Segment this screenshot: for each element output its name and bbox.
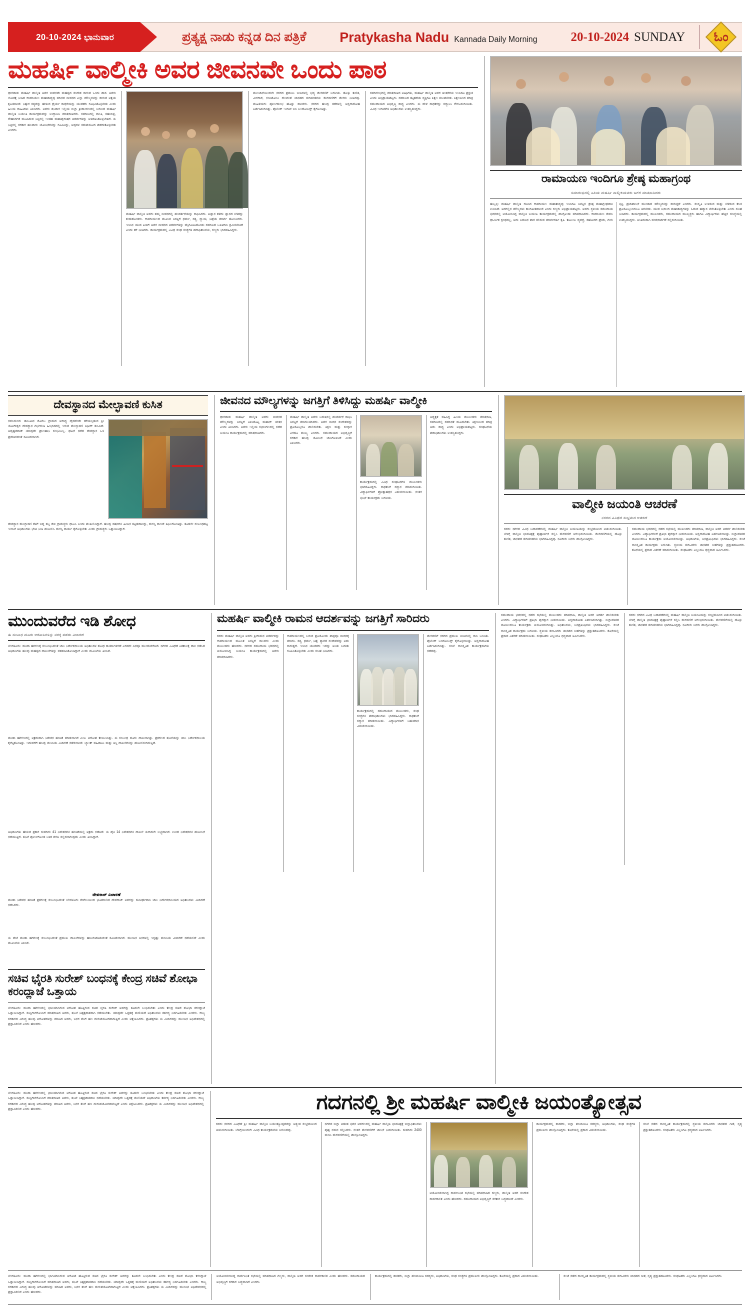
- ideal-col-2: [283, 634, 349, 872]
- photo-figure: [526, 127, 560, 165]
- lead-headline: ಮಹರ್ಷಿ ವಾಲ್ಮೀಕಿ ಅವರ ಜೀವನವೇ ಒಂದು ಪಾಠ: [8, 56, 387, 84]
- masthead: [8, 22, 742, 52]
- ideal-section: [211, 613, 489, 1084]
- masthead-date-block: [571, 30, 685, 45]
- ed-section: [8, 613, 205, 1084]
- ramayana-rule-bottom: [490, 198, 742, 199]
- photo-region: [431, 1123, 528, 1150]
- final-strip-col-1: ಬೆಂಗಳೂರು: ಮುಡಾ ಹಗರಣದಲ್ಲಿ ಭಾಗಿಯಾಗಿರುವ ಆರೋಪ ಹೊತ್ತಿರುವ ಸಚಿವ ಭೈರತಿ ಸುರೇಶ್ ಅವರನ್ನು ಕೂಡಲೇ ಬಂಧಿಸಬೇಕು ಎಂದು ಕೇಂದ್ರ ಸಚಿವೆ ಶೋಭಾ ಕರಂದ್ಲಾಜೆ ಒತ್ತಾಯಿಸಿದ್ದಾರೆ. ಸುದ್ದಿಗಾರರೊಂದಿಗೆ ಮಾತನಾಡಿದ ಅವರು, ತನಿಖೆ ನಿಷ್ಪಕ್ಷಪಾತವಾಗಿ ನಡೆಯಬೇಕು. ಯಾವುದೇ ಒತ್ತಡಕ್ಕೆ ಮಣಿಯದೆ ಅಧಿಕಾರಿಗಳು ಕರ್ತವ್ಯ ನಿರ್ವಹಿಸಬೇಕು ಎಂದರು. ರಾಜ್ಯ ಸರಕಾರದ ವಿರುದ್ಧ ಹಲವು ಆರೋಪಗಳನ್ನು ಮಾಡಿದ ಅವರು, ಜನರ ತೆರಿಗೆ ಹಣ ದುರುಪಯೋಗವಾಗುತ್ತಿದೆ ಎಂದು ಆಕ್ಷೇಪಿಸಿದರು. ಪ್ರತಿಪಕ್ಷಗಳು ಈ ವಿಚಾರವನ್ನು ಮುಂದಿನ ಅಧಿವೇಶನದಲ್ಲಿ ಪ್ರಸ್ತಾಪಿಸಲಿವೆ ಎಂದು ಹೇಳಿದರು.: [8, 1274, 207, 1295]
- ideal-columns: [217, 634, 489, 872]
- final-strip-col-3: ಕಾರ್ಯಕ್ರಮದಲ್ಲಿ ಶಾಸಕರು, ಜಿಲ್ಲಾ ಪಂಚಾಯಿತಿ ಸದಸ್ಯರು, ಅಧಿಕಾರಿಗಳು, ಸಂಘ ಸಂಸ್ಥೆಗಳ ಪ್ರಮುಖರು ಪಾಲ್ಗೊಂಡಿದ್ದರು. ಕೊನೆಯಲ್ಲಿ ಪ್ರಸಾದ ವಿತರಿಸಲಾಯಿತು.: [370, 1274, 553, 1300]
- minister-body-cont: ಬೆಂಗಳೂರು: ಮುಡಾ ಹಗರಣದಲ್ಲಿ ಭಾಗಿಯಾಗಿರುವ ಆರೋಪ ಹೊತ್ತಿರುವ ಸಚಿವ ಭೈರತಿ ಸುರೇಶ್ ಅವರನ್ನು ಕೂಡಲೇ ಬಂಧಿಸಬೇಕು ಎಂದು ಕೇಂದ್ರ ಸಚಿವೆ ಶೋಭಾ ಕರಂದ್ಲಾಜೆ ಒತ್ತಾಯಿಸಿದ್ದಾರೆ. ಸುದ್ದಿಗಾರರೊಂದಿಗೆ ಮಾತನಾಡಿದ ಅವರು, ತನಿಖೆ ನಿಷ್ಪಕ್ಷಪಾತವಾಗಿ ನಡೆಯಬೇಕು. ಯಾವುದೇ ಒತ್ತಡಕ್ಕೆ ಮಣಿಯದೆ ಅಧಿಕಾರಿಗಳು ಕರ್ತವ್ಯ ನಿರ್ವಹಿಸಬೇಕು ಎಂದರು. ರಾಜ್ಯ ಸರಕಾರದ ವಿರುದ್ಧ ಹಲವು ಆರೋಪಗಳನ್ನು ಮಾಡಿದ ಅವರು, ಜನರ ತೆರಿಗೆ ಹಣ ದುರುಪಯೋಗವಾಗುತ್ತಿದೆ ಎಂದು ಆಕ್ಷೇಪಿಸಿದರು. ಪ್ರತಿಪಕ್ಷಗಳು ಈ ವಿಚಾರವನ್ನು ಮುಂದಿನ ಅಧಿವೇಶನದಲ್ಲಿ ಪ್ರಸ್ತಾಪಿಸಲಿವೆ ಎಂದು ಹೇಳಿದರು.: [8, 1091, 204, 1111]
- values-col-4: [426, 415, 492, 590]
- jayanti-stage-photo: [504, 395, 745, 490]
- gadag-col-2-text: ನಗರದ ಜಿಲ್ಲಾ ಆಡಳಿತ ಭವನ ಆವರಣದಲ್ಲಿ ಮಹರ್ಷಿ ವಾಲ್ಮೀಕಿ ಭಾವಚಿತ್ರಕ್ಕೆ ಜಿಲ್ಲಾಧಿಕಾರಿಗಳು ಪುಷ್ಪ ನಮನ ಸಲ್ಲಿಸಿದರು. ನಂತರ ಮೆರವಣಿಗೆಗೆ ಚಾಲನೆ ನೀಡಲಾಯಿತು. ಸುಮಾರು 2400 ಮಂದಿ ಮೆರವಣಿಗೆಯಲ್ಲಿ ಪಾಲ್ಗೊಂಡಿದ್ದರು.: [324, 1122, 422, 1137]
- lead-col-3: [248, 91, 360, 366]
- jayanti-section: [498, 395, 745, 605]
- temple-section: [8, 395, 208, 605]
- gadag-col-4-text: ಕಾರ್ಯಕ್ರಮದಲ್ಲಿ ಶಾಸಕರು, ಜಿಲ್ಲಾ ಪಂಚಾಯಿತಿ ಸದಸ್ಯರು, ಅಧಿಕಾರಿಗಳು, ಸಂಘ ಸಂಸ್ಥೆಗಳ ಪ್ರಮುಖರು ಪಾಲ್ಗೊಂಡಿದ್ದರು. ಕೊನೆಯಲ್ಲಿ ಪ್ರಸಾದ ವಿತರಿಸಲಾಯಿತು.: [536, 1122, 636, 1132]
- masthead-divider: [699, 25, 700, 49]
- values-col-4-text: ಅಧ್ಯಕ್ಷತೆ ವಹಿಸಿದ್ದ ಹಿರಿಯ ಮುಖಂಡರು ಮಾತನಾಡಿ, ಸಮಾಜದಲ್ಲಿ ಸಮಾನತೆ ಮೂಡಬೇಕು. ಶಿಕ್ಷಣದಿಂದ ಮಾತ್ರ ಅದು ಸಾಧ್ಯ ಎಂದು ಅಭಿಪ್ರಾಯಪಟ್ಟರು. ಸಂಘಟನೆಯ ಪದಾಧಿಕಾರಿಗಳು ಉಪಸ್ಥಿತರಿದ್ದರು.: [430, 414, 492, 435]
- valmiki-jayanti-meeting-photo: [360, 415, 422, 477]
- minister-continued-section: [8, 1091, 204, 1267]
- photo-figure: [634, 443, 654, 489]
- photo-figure: [686, 105, 714, 165]
- ramayana-subheading: ಸಮಾರಂಭದಲ್ಲಿ ಹಿರಿಯ ಮಹರ್ಷಿ ವಾಲ್ಮೀಕಿಯವರು ಬಗೆಗೆ ಮಾತನಾಡಿದರು: [571, 190, 661, 195]
- lead-col-1: [8, 91, 116, 366]
- values-heading: ಜೀವನದ ಮೌಲ್ಯಗಳನ್ನು ಜಗತ್ತಿಗೆ ತಿಳಿಸಿದ್ದು ಮಹರ್ಷಿ ವಾಲ್ಮೀಕಿ: [220, 394, 428, 407]
- gadag-col-5-text: ಸಂಜೆ ನಡೆದ ಸಾಂಸ್ಕೃತಿಕ ಕಾರ್ಯಕ್ರಮದಲ್ಲಿ ಸ್ಥಳೀಯ ಕಲಾವಿದರು ಜಾನಪದ ಗೀತೆ, ನೃತ್ಯ ಪ್ರಸ್ತುತಪಡಿಸಿದರು. ಸಂಘಟಕರು ಎಲ್ಲರಿಗೂ ಧನ್ಯವಾದ ಅರ್ಪಿಸಿದರು.: [643, 1122, 742, 1132]
- masthead-day-en: SUNDAY: [634, 29, 685, 44]
- photo-figure: [381, 442, 397, 476]
- masthead-date-tag: 20-10-2024 ಭಾನುವಾರ: [8, 22, 140, 52]
- ed-heading: ಮುಂದುವರೆದ ಇಡಿ ಶೋಧ: [8, 612, 136, 630]
- third-band: [8, 613, 742, 1084]
- minister-heading: ಸಚಿವ ಭೈರತಿ ಸುರೇಶ್ ಬಂಧನಕ್ಕೆ ಕೇಂದ್ರ ಸಚಿವೆ ಶೋಭಾ ಕರಂದ್ಲಾಜೆ ಒತ್ತಾಯ: [8, 972, 198, 998]
- ideal-rule: [217, 630, 489, 631]
- lead-section: [8, 56, 742, 387]
- lead-col-3-text: ಮುಂಜಾನೆಯಿಂದಲೇ ನಗರದ ಪ್ರಮುಖ ಬೀದಿಗಳಲ್ಲಿ ಭವ್ಯ ಮೆರವಣಿಗೆ ಜರುಗಿತು. ಡೊಳ್ಳು ಕುಣಿತ, ವೀರಗಾಸೆ, ನಂದಿಕೋಲು ಸೇರಿದಂತೆ ಜಾನಪದ ಕಲಾತಂಡಗಳು ಮೆರವಣಿಗೆಗೆ ಮೆರಗು ನೀಡಿದವು. ಮಹಿಳೆಯರು ಪೂರ್ಣಕುಂಭ ಹೊತ್ತು ಸಾಗಿದರು. ನಗರದ ಹಲವು ಕಡೆಗಳಲ್ಲಿ ಅನ್ನದಾಸೋಹ ಏರ್ಪಡಿಸಲಾಗಿತ್ತು. ಪೊಲೀಸ್ ಇಲಾಖೆ ಬಿಗಿ ಬಂದೋಬಸ್ತ್ ಕೈಗೊಂಡಿತ್ತು.: [253, 91, 360, 111]
- gadag-stage-photo: [430, 1122, 529, 1188]
- temple-body-row: [8, 419, 208, 519]
- values-section: [214, 395, 492, 605]
- temple-interior-photo: [108, 419, 208, 519]
- minister-rule-bottom: [8, 1002, 205, 1003]
- masthead-date-en: 20-10-2024: [570, 29, 630, 44]
- photo-figure: [672, 445, 692, 489]
- photo-figure: [681, 76, 691, 86]
- ed-subheading: ಈ ಸಂಬಂಧ ಮೂರು ಆರೋಪಿಗಳನ್ನು ವಶಕ್ಕೆ ಪಡೆದು ವಿಚಾರಣೆ: [8, 632, 85, 637]
- photo-figure: [591, 129, 625, 165]
- values-rule: [220, 411, 492, 412]
- ramayana-heading: ರಾಮಾಯಣ ಇಂದಿಗೂ ಶ್ರೇಷ್ಠ ಮಹಾಗ್ರಂಥ: [541, 173, 691, 185]
- lead-bottom-rule: [8, 391, 742, 392]
- ideal-col-3: [353, 634, 419, 872]
- jayanti-col-1-text: ಗದಗ: ನಗರದ ವಿವಿಧ ಬಡಾವಣೆಗಳಲ್ಲಿ ಮಹರ್ಷಿ ವಾಲ್ಮೀಕಿ ಜಯಂತಿಯನ್ನು ಸಂಭ್ರಮದಿಂದ ಆಚರಿಸಲಾಯಿತು. ಬೆಳಿಗ್ಗೆ ವಾಲ್ಮೀಕಿ ಭಾವಚಿತ್ರಕ್ಕೆ ಪುಷ್ಪಾರ್ಚನೆ ಸಲ್ಲಿಸಿ ಮೆರವಣಿಗೆ ಆರಂಭಿಸಲಾಯಿತು. ಮೆರವಣಿಗೆಯಲ್ಲಿ ಡೊಳ್ಳು ಕುಣಿತ, ಜಾನಪದ ಕಲಾತಂಡಗಳು ಭಾಗವಹಿಸಿದ್ದವು. ನೂರಾರು ಜನರು ಪಾಲ್ಗೊಂಡಿದ್ದರು.: [504, 526, 622, 542]
- temple-body-1: ನವಲಗುಂದ: ತಾಲೂಕಿನ ಮೊರಬ ಗ್ರಾಮದ ಅರಾಧ್ಯ ದೈವವೆಂದೇ ಕರೆಯಲ್ಪಡುವ ಶ್ರೀ ಯೋಗೇಶ್ವರ ದೇವಸ್ಥಾನ ಗರ್ಭಗುಡಿ ಹಿಂಭಾಗದಲ್ಲಿ ಇರುವ ಮೇಲ್ಛಾವಣಿ ದಿಢೀರ್ ಕುಸಿದಿದೆ. ಅದೃಷ್ಟವಶಾತ್ ಯಾವುದೇ ಪ್ರಾಣಹಾನಿ ಸಂಭವಿಸಿಲ್ಲ. ಘಟನೆ ನಡೆದ ದೇವಸ್ಥಾನ ಒಳ ಪ್ರವೇಶಿಸದಂತೆ ಸೂಚಿಸಲಾಗಿದೆ.: [8, 418, 104, 439]
- masthead-brand-block: [306, 30, 570, 45]
- masthead-brand: Pratykasha Nadu: [339, 29, 450, 45]
- photo-figure: [519, 445, 539, 489]
- photo-figure: [141, 127, 150, 136]
- masthead-brand-subtitle: Kannada Daily Morning: [454, 34, 538, 44]
- ed-body-3: ಅಧಿಕಾರಿಗಳು ಹೇಳುವ ಪ್ರಕಾರ ಸುಮಾರು 41 ನಿವೇಶನಗಳ ಹಂಚಿಕೆಯಲ್ಲಿ ಅಕ್ರಮ ನಡೆದಿದೆ. ಈ ಪೈಕಿ 14 ನಿವೇಶನಗಳ ದಾಖಲೆ ಈಗಾಗಲೇ ಲಭ್ಯವಾಗಿದೆ. ಉಳಿದ ನಿವೇಶನಗಳ ಪರಿಶೀಲನೆ ನಡೆಯುತ್ತಿದೆ. ತನಿಖೆ ಪೂರ್ಣಗೊಂಡ ಬಳಿಕ ವರದಿ ಸಲ್ಲಿಸಲಾಗುವುದು ಎಂದು ತಿಳಿಸಿದ್ದಾರೆ.: [8, 829, 205, 840]
- ideal-col-1: [217, 634, 279, 872]
- minister-body: ಬೆಂಗಳೂರು: ಮುಡಾ ಹಗರಣದಲ್ಲಿ ಭಾಗಿಯಾಗಿರುವ ಆರೋಪ ಹೊತ್ತಿರುವ ಸಚಿವ ಭೈರತಿ ಸುರೇಶ್ ಅವರನ್ನು ಕೂಡಲೇ ಬಂಧಿಸಬೇಕು ಎಂದು ಕೇಂದ್ರ ಸಚಿವೆ ಶೋಭಾ ಕರಂದ್ಲಾಜೆ ಒತ್ತಾಯಿಸಿದ್ದಾರೆ. ಸುದ್ದಿಗಾರರೊಂದಿಗೆ ಮಾತನಾಡಿದ ಅವರು, ತನಿಖೆ ನಿಷ್ಪಕ್ಷಪಾತವಾಗಿ ನಡೆಯಬೇಕು. ಯಾವುದೇ ಒತ್ತಡಕ್ಕೆ ಮಣಿಯದೆ ಅಧಿಕಾರಿಗಳು ಕರ್ತವ್ಯ ನಿರ್ವಹಿಸಬೇಕು ಎಂದರು. ರಾಜ್ಯ ಸರಕಾರದ ವಿರುದ್ಧ ಹಲವು ಆರೋಪಗಳನ್ನು ಮಾಡಿದ ಅವರು, ಜನರ ತೆರಿಗೆ ಹಣ ದುರುಪಯೋಗವಾಗುತ್ತಿದೆ ಎಂದು ಆಕ್ಷೇಪಿಸಿದರು. ಪ್ರತಿಪಕ್ಷಗಳು ಈ ವಿಚಾರವನ್ನು ಮುಂದಿನ ಅಧಿವೇಶನದಲ್ಲಿ ಪ್ರಸ್ತಾಪಿಸಲಿವೆ ಎಂದು ಹೇಳಿದರು.: [8, 1006, 205, 1026]
- photo-region: [109, 420, 207, 436]
- photo-region: [170, 428, 205, 510]
- valmiki-procession-photo: [357, 634, 419, 706]
- ideal-col-1-text: ಗದಗ: ಮಹರ್ಷಿ ವಾಲ್ಮೀಕಿ ಅವರು ಶ್ರೀರಾಮನ ಆದರ್ಶವನ್ನು ರಾಮಾಯಣದ ಮೂಲಕ ಜಗತ್ತಿಗೆ ಸಾರಿದರು ಎಂದು ಮುಖಂಡರು ಹೇಳಿದರು. ನಗರದ ಸಮುದಾಯ ಭವನದಲ್ಲಿ ಆಯೋಜಿಸಿದ್ದ ಜಯಂತಿ ಕಾರ್ಯಕ್ರಮದಲ್ಲಿ ಅವರು ಮಾತನಾಡಿದರು.: [217, 633, 279, 659]
- photo-figure: [516, 79, 526, 89]
- photo-figure: [434, 1155, 448, 1187]
- ideal-col-4: [423, 634, 489, 872]
- temple-heading: ದೇವಸ್ಥಾನದ ಮೇಲ್ಛಾವಣಿ ಕುಸಿತ: [8, 395, 208, 416]
- photo-figure: [604, 76, 614, 86]
- photo-figure: [228, 152, 248, 208]
- temple-body-2: ದೇವಸ್ಥಾನ ಮೇಲ್ಛಾವಣಿ ಕೆಳಗೆ ಬಿದ್ದ ಶಬ್ದ ಕೇಳಿ ಗ್ರಾಮಸ್ಥರು ಧಾವಿಸಿ ಬಂದು ಪರಿಶೀಲಿಸಿದ್ದಾರೆ. ಹಲವು ವರ್ಷಗಳ ಹಿಂದಿನ ಕಟ್ಟಡವಾಗಿದ್ದು, ದುರಸ್ತಿ ಕಾಣದೆ ಶಿಥಿಲಗೊಂಡಿತ್ತು. ಕೂಡಲೇ ಸಂಬಂಧಪಟ್ಟ ಇಲಾಖೆ ಅಧಿಕಾರಿಗಳು ಭೇಟಿ ನೀಡಿ ಪರಿಶೀಲಿಸಿ ದುರಸ್ತಿ ಕಾರ್ಯ ಕೈಗೊಳ್ಳಬೇಕು ಎಂದು ಗ್ರಾಮಸ್ಥರು ಒತ್ತಾಯಿಸಿದ್ದಾರೆ.: [8, 521, 208, 532]
- photo-figure: [157, 154, 177, 208]
- photo-region: [505, 396, 744, 439]
- award-ceremony-photo: [126, 91, 243, 209]
- ideal-col-3-text: ಕಾರ್ಯಕ್ರಮದಲ್ಲಿ ಸಮುದಾಯದ ಮುಖಂಡರು, ಸಂಘ ಸಂಸ್ಥೆಗಳ ಪದಾಧಿಕಾರಿಗಳು ಭಾಗವಹಿಸಿದ್ದರು. ಸಾಧಕರಿಗೆ ಸನ್ಮಾನ ಮಾಡಲಾಯಿತು. ವಿದ್ಯಾರ್ಥಿಗಳಿಗೆ ಬಹುಮಾನ ವಿತರಿಸಲಾಯಿತು.: [357, 708, 419, 729]
- photo-figure: [558, 443, 578, 489]
- gadag-col-3: [426, 1122, 529, 1267]
- ideal-col-4-text: ಮೆರವಣಿಗೆ ನಗರದ ಪ್ರಮುಖ ಬೀದಿಗಳಲ್ಲಿ ಸಾಗಿ ಬಂದಿತು. ಪೊಲೀಸ್ ಬಂದೋಬಸ್ತ್ ಕೈಗೊಳ್ಳಲಾಗಿತ್ತು. ಅನ್ನದಾಸೋಹ ಏರ್ಪಡಿಸಲಾಗಿತ್ತು. ಸಂಜೆ ಸಾಂಸ್ಕೃತಿಕ ಕಾರ್ಯಕ್ರಮಗಳು ನಡೆದವು.: [427, 633, 489, 654]
- values-columns: [220, 415, 492, 590]
- photo-figure: [456, 1157, 470, 1187]
- photo-figure: [210, 124, 219, 133]
- ramayana-body: ಹುಬ್ಬಳ್ಳಿ: ಮಹರ್ಷಿ ವಾಲ್ಮೀಕಿ ರಚಿಸಿದ ರಾಮಾಯಣ ಮಹಾಕಾವ್ಯವು ಇಂದಿಗೂ ಜಗತ್ತಿನ ಶ್ರೇಷ್ಠ ಮಹಾಗ್ರಂಥವಾಗಿ ಉಳಿದಿದೆ. ಅದರಲ್ಲಿನ ಮೌಲ್ಯಗಳು ಕಾಲಾತೀತವಾಗಿವೆ ಎಂದು ಗಣ್ಯರು ಅಭಿಪ್ರಾಯಪಟ್ಟರು. ಅವರು ಸ್ಥಳೀಯ ಸಮುದಾಯ ಭವನದಲ್ಲಿ ಆಯೋಜಿಸಿದ್ದ ವಾಲ್ಮೀಕಿ ಜಯಂತಿ ಕಾರ್ಯಕ್ರಮದಲ್ಲಿ ಪಾಲ್ಗೊಂಡು ಮಾತನಾಡಿದರು. ರಾಮಾಯಣ ಕೇವಲ ಧಾರ್ಮಿಕ ಗ್ರಂಥವಲ್ಲ, ಅದು ಬದುಕಿನ ಪಾಠ ಕಲಿಸುವ ಮಾರ್ಗದರ್ಶಿ ಕೃತಿ. ಕುಟುಂಬ ವ್ಯವಸ್ಥೆ, ಸಹೋದರ ಪ್ರೇಮ, ಗುರು ಭಕ್ತಿ, ಪ್ರಜಾಪಾಲನೆ ಮುಂತಾದ ಮೌಲ್ಯಗಳನ್ನು ಸಾರುತ್ತದೆ ಎಂದರು. ಸಂಸ್ಕೃತಿ ಉಳಿಸುವ ಮತ್ತು ಬೆಳೆಸುವ ಕೆಲಸ ಪ್ರತಿಯೊಬ್ಬರಿಂದಲೂ ಆಗಬೇಕು. ಯುವ ಜನಾಂಗ ಮಹಾಕಾವ್ಯಗಳನ್ನು ಓದುವ ಹವ್ಯಾಸ ಬೆಳೆಸಿಕೊಳ್ಳಬೇಕು ಎಂದು ಸಲಹೆ ನೀಡಿದರು. ಕಾರ್ಯಕ್ರಮದಲ್ಲಿ ಮುಖಂಡರು, ಸಮುದಾಯದ ಮುಖ್ಯಸ್ಥರು ಹಾಗೂ ವಿದ್ಯಾರ್ಥಿಗಳು ಹೆಚ್ಚಿನ ಸಂಖ್ಯೆಯಲ್ಲಿ ಉಪಸ್ಥಿತರಿದ್ದರು. ಅಂತಿಮವಾಗಿ ವಂದನಾರ್ಪಣೆ ಸಲ್ಲಿಸಲಾಯಿತು.: [490, 201, 742, 222]
- values-col-1: [220, 415, 282, 590]
- masthead-kannada-title: ಪ್ರತ್ಯಕ್ಷ ನಾಡು ಕನ್ನಡ ದಿನ ಪತ್ರಿಕೆ: [182, 29, 307, 44]
- ed-body-4: ಮುಡಾ ನಿವೇಶನ ಹಂಚಿಕೆ ಪ್ರಕರಣಕ್ಕೆ ಸಂಬಂಧಿಸಿದಂತೆ ಬೆಂಗಳೂರು ಕೆಂಗೇರಿಯಿಂದ ಭೂಮಾಲೀಕ ದೇವರಾಜ್ ಅವರನ್ನು ಸುದೀರ್ಘವಾಗಿ ಜಾರಿ ನಿರ್ದೇಶನಾಲಯದ ಅಧಿಕಾರಿಗಳು ವಿಚಾರಣೆ ನಡೆಸಿದರು.: [8, 897, 205, 908]
- gadag-col-1-text: ಗದಗ: ನಗರದ ವಿವಿಧೆಡೆ ಶ್ರೀ ಮಹರ್ಷಿ ವಾಲ್ಮೀಕಿ ಜಯಂತ್ಯೋತ್ಸವವನ್ನು ಅತ್ಯಂತ ಸಂಭ್ರಮದಿಂದ ಆಚರಿಸಲಾಯಿತು. ಬೆಳಿಗ್ಗೆಯಿಂದಲೇ ವಿವಿಧ ಕಾರ್ಯಕ್ರಮಗಳು ಜರುಗಿದವು.: [216, 1122, 317, 1132]
- om-logo-icon: [705, 21, 736, 52]
- jayanti-cont-columns: [501, 613, 742, 865]
- ideal-col-2-text: ರಾಮಾಯಣದಲ್ಲಿ ಬರುವ ಪ್ರತಿಯೊಂದು ಪಾತ್ರವೂ ಜೀವನಕ್ಕೆ ಮಾದರಿ. ಸತ್ಯ, ಧರ್ಮ, ನಿಷ್ಠೆ, ತ್ಯಾಗದ ಸಂದೇಶವನ್ನು ಅದು ಸಾರುತ್ತದೆ. ಇಂದಿನ ಯುವಕರು ಇದನ್ನು ಅರಿತು ಬದುಕು ರೂಪಿಸಿಕೊಳ್ಳಬೇಕು ಎಂದು ಸಲಹೆ ನೀಡಿದರು.: [287, 633, 349, 654]
- lead-col-2: [121, 91, 243, 366]
- third-band-rule: [8, 1087, 742, 1088]
- ed-body-5: ಈ ವೇಳೆ ಮುಡಾ ಹಗರಣಕ್ಕೆ ಸಂಬಂಧಿಸಿದಂತೆ ಪ್ರಮುಖ ದಾಖಲೆಗಳನ್ನು ಹಾಜರುಪಡಿಸುವಂತೆ ಸೂಚಿಸಲಾಗಿದೆ. ಮುಂದಿನ ದಿನಗಳಲ್ಲಿ ಇನ್ನಷ್ಟು ಮಂದಿಯ ವಿಚಾರಣೆ ನಡೆಯಲಿದೆ ಎಂದು ಮೂಲಗಳು ತಿಳಿಸಿವೆ.: [8, 935, 205, 946]
- ed-rule: [8, 640, 205, 641]
- final-strip-col-2: ಆಯೋಜಿಸಲಾಗಿದ್ದ ಸಾರ್ವಜನಿಕ ಸಭೆಯಲ್ಲಿ ಮಾತನಾಡಿದ ಗಣ್ಯರು, ವಾಲ್ಮೀಕಿ ಅವರ ಸಂದೇಶ ಸಾರ್ವಕಾಲಿಕ ಎಂದು ಹೇಳಿದರು. ಸಮುದಾಯದ ಅಭಿವೃದ್ಧಿಗೆ ಸರಕಾರ ಬದ್ಧವಾಗಿದೆ ಎಂದರು.: [211, 1274, 365, 1300]
- jayanti-heading: ವಾಲ್ಮೀಕಿ ಜಯಂತಿ ಆಚರಣೆ: [572, 496, 677, 511]
- gadag-col-4: [532, 1122, 635, 1267]
- newspaper-page: [0, 22, 750, 1295]
- jayanti-col-2-text: ಸಮುದಾಯ ಭವನದಲ್ಲಿ ನಡೆದ ಸಭೆಯಲ್ಲಿ ಮುಖಂಡರು ಮಾತನಾಡಿ, ವಾಲ್ಮೀಕಿ ಅವರ ಆದರ್ಶ ಪಾಲಿಸಬೇಕು ಎಂದರು. ವಿದ್ಯಾರ್ಥಿಗಳಿಗೆ ಪ್ರತಿಭಾ ಪುರಸ್ಕಾರ ನೀಡಲಾಯಿತು. ಅನ್ನದಾಸೋಹ ಏರ್ಪಡಿಸಲಾಗಿತ್ತು. ಜಿಲ್ಲಾಡಳಿತದ ವತಿಯಿಂದಲೂ ಕಾರ್ಯಕ್ರಮ ಆಯೋಜಿಸಲಾಗಿತ್ತು. ಅಧಿಕಾರಿಗಳು, ಜನಪ್ರತಿನಿಧಿಗಳು ಭಾಗವಹಿಸಿದ್ದರು. ಸಂಜೆ ಸಾಂಸ್ಕೃತಿಕ ಕಾರ್ಯಕ್ರಮ ಜರುಗಿತು. ಸ್ಥಳೀಯ ಕಲಾವಿದರು ಜಾನಪದ ಗೀತೆಗಳನ್ನು ಪ್ರಸ್ತುತಪಡಿಸಿದರು. ಕೊನೆಯಲ್ಲಿ ಪ್ರಸಾದ ವಿತರಣೆ ಮಾಡಲಾಯಿತು. ಸಂಘಟಕರು ಎಲ್ಲರಿಗೂ ಧನ್ಯವಾದ ಅರ್ಪಿಸಿದರು.: [627, 527, 745, 605]
- final-strip-rule-top: [8, 1270, 742, 1271]
- photo-figure: [479, 1155, 493, 1187]
- photo-figure: [366, 444, 380, 476]
- photo-annotation: [172, 465, 203, 467]
- ed-body-2: ಮುಡಾ ಹಗರಣದಲ್ಲಿ ಅಕ್ರಮವಾಗಿ ನಿವೇಶನ ಹಂಚಿಕೆ ಮಾಡಲಾಗಿದೆ ಎಂಬ ಆರೋಪ ಕೇಳಿಬಂದಿತ್ತು. ಈ ಸಂಬಂಧ ದೂರು ದಾಖಲಾಗಿತ್ತು. ಪ್ರಕರಣದ ತನಿಖೆಯನ್ನು ಜಾರಿ ನಿರ್ದೇಶನಾಲಯ ಕೈಗೆತ್ತಿಕೊಂಡಿತ್ತು. ಇದುವರೆಗೆ ಹಲವು ಮಂದಿಯ ವಿಚಾರಣೆ ನಡೆಸಲಾಗಿದೆ. ಬ್ಯಾಂಕ್ ವಹಿವಾಟು ಮತ್ತು ಆಸ್ತಿ ದಾಖಲೆಗಳನ್ನು ಪರಿಶೀಲಿಸಲಾಗುತ್ತಿದೆ.: [8, 735, 205, 746]
- lead-col-4: [365, 91, 473, 366]
- photo-figure: [596, 445, 616, 489]
- ramayana-section: [484, 56, 742, 387]
- second-band-rule: [8, 609, 742, 610]
- photo-figure: [162, 131, 170, 139]
- photo-region: [144, 432, 166, 508]
- gadag-col-3-text: ಆಯೋಜಿಸಲಾಗಿದ್ದ ಸಾರ್ವಜನಿಕ ಸಭೆಯಲ್ಲಿ ಮಾತನಾಡಿದ ಗಣ್ಯರು, ವಾಲ್ಮೀಕಿ ಅವರ ಸಂದೇಶ ಸಾರ್ವಕಾಲಿಕ ಎಂದು ಹೇಳಿದರು. ಸಮುದಾಯದ ಅಭಿವೃದ್ಧಿಗೆ ಸರಕಾರ ಬದ್ಧವಾಗಿದೆ ಎಂದರು.: [429, 1191, 529, 1201]
- jayanti-cont-col-2: ಗದಗ: ನಗರದ ವಿವಿಧ ಬಡಾವಣೆಗಳಲ್ಲಿ ಮಹರ್ಷಿ ವಾಲ್ಮೀಕಿ ಜಯಂತಿಯನ್ನು ಸಂಭ್ರಮದಿಂದ ಆಚರಿಸಲಾಯಿತು. ಬೆಳಿಗ್ಗೆ ವಾಲ್ಮೀಕಿ ಭಾವಚಿತ್ರಕ್ಕೆ ಪುಷ್ಪಾರ್ಚನೆ ಸಲ್ಲಿಸಿ ಮೆರವಣಿಗೆ ಆರಂಭಿಸಲಾಯಿತು. ಮೆರವಣಿಗೆಯಲ್ಲಿ ಡೊಳ್ಳು ಕುಣಿತ, ಜಾನಪದ ಕಲಾತಂಡಗಳು ಭಾಗವಹಿಸಿದ್ದವು. ನೂರಾರು ಜನರು ಪಾಲ್ಗೊಂಡಿದ್ದರು.: [624, 613, 742, 865]
- second-band: [8, 394, 745, 605]
- values-col-2-text: ಮಹರ್ಷಿ ವಾಲ್ಮೀಕಿ ಅವರು ಬದುಕಿನಲ್ಲಿ ಪರಿವರ್ತನೆ ಸಾಧಿಸಿ ಜಗತ್ತಿಗೆ ಮಾದರಿಯಾದರು. ಅವರ ಜೀವನ ಸಂದೇಶವನ್ನು ಪ್ರತಿಯೊಬ್ಬರೂ ಪಾಲಿಸಬೇಕು. ಶಿಕ್ಷಣ ಮತ್ತು ಸಂಸ್ಕಾರ ಎರಡೂ ಮುಖ್ಯ ಎಂದರು. ಸಮುದಾಯದ ಅಭಿವೃದ್ಧಿಗೆ ಸರಕಾರ ಹಲವು ಯೋಜನೆ ಜಾರಿಗೊಳಿಸಿದೆ ಎಂದು ತಿಳಿಸಿದರು.: [290, 414, 352, 446]
- lead-col-1-text: ಧಾರವಾಡ: ಮಹರ್ಷಿ ವಾಲ್ಮೀಕಿ ಅವರ ಜೀವನವೇ ಮಹತ್ವದ ಸಂದೇಶ ಸಾರುವ ಒಂದು ಪಾಠ. ಅವರು ಲೋಕಕ್ಕೆ ನೀಡಿದ ರಾಮಾಯಣ ಮಹಾಕಾವ್ಯವು ಮಾನವ ಜೀವನದ ಎಲ್ಲಾ ಮೌಲ್ಯಗಳನ್ನು ಸಾರುವ ಅಕ್ಷಯ ಕೃತಿಯಾಗಿದೆ. ನಿಷ್ಠುರ ಸತ್ಯವನ್ನು ಹೇಳುವ ಧೈರ್ಯ ಸಾಧನೆಯನ್ನು ಯುವಕರು ರೂಢಿಸಿಕೊಳ್ಳಬೇಕು ಎಂದು ಹಿರಿಯ ಸಾಹಿತಿಗಳು ತಿಳಿಸಿದರು. ಅವರು ಶನಿವಾರ ಇಲ್ಲಿಯ ಜಿಲ್ಲಾ ಕ್ರೀಡಾಂಗಣದಲ್ಲಿ ಜರುಗಿದ ಮಹರ್ಷಿ ವಾಲ್ಮೀಕಿ ಜಯಂತಿ ಕಾರ್ಯಕ್ರಮವನ್ನು ಉದ್ಘಾಟಿಸಿ ಮಾತನಾಡಿದರು. ಸಮಾಜದಲ್ಲಿ ಶಾಂತಿ, ಸಹಬಾಳ್ವೆ, ಸೌಹಾರ್ದತೆ ಮೂಡಿಸುವ ನಿಟ್ಟಿನಲ್ಲಿ ಇಂತಹ ಮಹಾಪುರುಷರ ಆದರ್ಶಗಳನ್ನು ಅಳವಡಿಸಿಕೊಳ್ಳಬೇಕಿದೆ. ಈ ನಿಟ್ಟಿನಲ್ಲಿ ಸರಕಾರ ಹಲವಾರು ಯೋಜನೆಗಳನ್ನು ರೂಪಿಸಿದ್ದು, ಅವುಗಳ ಸದುಪಯೋಗ ಪಡೆದುಕೊಳ್ಳಬೇಕು ಎಂದರು.: [8, 91, 116, 132]
- gadag-col-5: [639, 1122, 742, 1267]
- gadag-heading: ಗದಗನಲ್ಲಿ ಶ್ರೀ ಮಹರ್ಷಿ ವಾಲ್ಮೀಕಿ ಜಯಂತ್ಯೋತ್ಸವ: [316, 1091, 642, 1115]
- gadag-section: [210, 1091, 742, 1267]
- values-col-1-text: ಧಾರವಾಡ: ಮಹರ್ಷಿ ವಾಲ್ಮೀಕಿ ಅವರು ಜೀವನದ ಮೌಲ್ಯಗಳನ್ನು ಜಗತ್ತಿಗೆ ತಿಳಿಸಿಕೊಟ್ಟ ಮಹಾನ್ ಚೇತನ ಎಂದು ತಿಳಿಸಿದರು. ಅವರು ಇಲ್ಲಿಯ ಸಭಾಂಗಣದಲ್ಲಿ ನಡೆದ ಜಯಂತಿ ಕಾರ್ಯಕ್ರಮದಲ್ಲಿ ಮಾತನಾಡಿದರು.: [220, 414, 282, 435]
- photo-figure: [641, 73, 651, 83]
- values-col-2: [286, 415, 352, 590]
- jayanti-rule-bottom: [504, 523, 745, 524]
- final-strip-col-4: ಸಂಜೆ ನಡೆದ ಸಾಂಸ್ಕೃತಿಕ ಕಾರ್ಯಕ್ರಮದಲ್ಲಿ ಸ್ಥಳೀಯ ಕಲಾವಿದರು ಜಾನಪದ ಗೀತೆ, ನೃತ್ಯ ಪ್ರಸ್ತುತಪಡಿಸಿದರು. ಸಂಘಟಕರು ಎಲ್ಲರಿಗೂ ಧನ್ಯವಾದ ಅರ್ಪಿಸಿದರು.: [559, 1274, 742, 1300]
- gadag-col-1: [216, 1122, 317, 1267]
- photo-figure: [398, 444, 414, 476]
- lead-columns: [8, 91, 478, 366]
- lead-col-2-text: ಮಹರ್ಷಿ ವಾಲ್ಮೀಕಿ ಅವರು ತಮ್ಮ ಜೀವನದಲ್ಲಿ ಪರಿವರ್ತನೆಯನ್ನು ಸಾಧಿಸಿದರು. ಅಜ್ಞಾನ ಕಳೆದು ಜ್ಞಾನದ ಬೆಳಕನ್ನು ಕಂಡುಕೊಂಡರು. ರಾಮಾಯಣದ ಮೂಲಕ ಜಗತ್ತಿಗೆ ಧರ್ಮ, ಸತ್ಯ, ನ್ಯಾಯ, ನಿಷ್ಠೆಯ ಮಾರ್ಗ ತೋರಿಸಿದರು. ಇಂದಿನ ಯುವ ಪೀಳಿಗೆ ಅವರ ಜೀವನದ ಆದರ್ಶಗಳನ್ನು ಮೈಗೂಡಿಸಿಕೊಂಡು ಸಮಾಜದ ಒಳಿತಿಗಾಗಿ ಶ್ರಮಿಸಬೇಕಿದೆ ಎಂದು ಕರೆ ನೀಡಿದರು. ಕಾರ್ಯಕ್ರಮದಲ್ಲಿ ವಿವಿಧ ಸಂಘ ಸಂಸ್ಥೆಗಳ ಪದಾಧಿಕಾರಿಗಳು, ಗಣ್ಯರು ಭಾಗವಹಿಸಿದ್ದರು.: [126, 212, 243, 232]
- jayanti-subheading: ನಗರದ ವಿವಿಧೆಡೆ ಸಂಭ್ರಮದ ಆಚರಣೆ: [601, 515, 648, 520]
- lead-rule: [8, 87, 478, 88]
- lead-left: [8, 56, 478, 387]
- photo-figure: [187, 129, 196, 138]
- photo-figure: [656, 127, 690, 165]
- ed-subhead-center: ದೇವರಾಜ್ ವಿಚಾರಣೆ: [92, 891, 121, 897]
- photo-figure: [134, 150, 156, 208]
- bottom-band: [8, 1091, 742, 1267]
- om-glyph: ಓಂ: [713, 29, 729, 44]
- photo-figure: [708, 443, 728, 489]
- jayanti-cont-col-1: ಸಮುದಾಯ ಭವನದಲ್ಲಿ ನಡೆದ ಸಭೆಯಲ್ಲಿ ಮುಖಂಡರು ಮಾತನಾಡಿ, ವಾಲ್ಮೀಕಿ ಅವರ ಆದರ್ಶ ಪಾಲಿಸಬೇಕು ಎಂದರು. ವಿದ್ಯಾರ್ಥಿಗಳಿಗೆ ಪ್ರತಿಭಾ ಪುರಸ್ಕಾರ ನೀಡಲಾಯಿತು. ಅನ್ನದಾಸೋಹ ಏರ್ಪಡಿಸಲಾಗಿತ್ತು. ಜಿಲ್ಲಾಡಳಿತದ ವತಿಯಿಂದಲೂ ಕಾರ್ಯಕ್ರಮ ಆಯೋಜಿಸಲಾಗಿತ್ತು. ಅಧಿಕಾರಿಗಳು, ಜನಪ್ರತಿನಿಧಿಗಳು ಭಾಗವಹಿಸಿದ್ದರು. ಸಂಜೆ ಸಾಂಸ್ಕೃತಿಕ ಕಾರ್ಯಕ್ರಮ ಜರುಗಿತು. ಸ್ಥಳೀಯ ಕಲಾವಿದರು ಜಾನಪದ ಗೀತೆಗಳನ್ನು ಪ್ರಸ್ತುತಪಡಿಸಿದರು. ಕೊನೆಯಲ್ಲಿ ಪ್ರಸಾದ ವಿತರಣೆ ಮಾಡಲಾಯಿತು. ಸಂಘಟಕರು ಎಲ್ಲರಿಗೂ ಧನ್ಯವಾದ ಅರ್ಪಿಸಿದರು.: [501, 612, 619, 638]
- gadag-col-2: [321, 1122, 422, 1267]
- ideal-heading: ಮಹರ್ಷಿ ವಾಲ್ಮೀಕಿ ರಾಮನ ಆದರ್ಶವನ್ನು ಜಗತ್ತಿಗೆ ಸಾರಿದರು: [217, 612, 430, 625]
- jayanti-columns: [504, 527, 745, 605]
- values-col-3: [356, 415, 422, 590]
- jayanti-continued-section: [495, 613, 742, 1084]
- values-col-3-text: ಕಾರ್ಯಕ್ರಮದಲ್ಲಿ ವಿವಿಧ ಸಂಘಟನೆಗಳ ಮುಖಂಡರು ಭಾಗವಹಿಸಿದ್ದರು. ಸಾಧಕರಿಗೆ ಸನ್ಮಾನ ಮಾಡಲಾಯಿತು. ವಿದ್ಯಾರ್ಥಿಗಳಿಗೆ ಪ್ರೋತ್ಸಾಹಧನ ವಿತರಿಸಲಾಯಿತು. ನಂತರ ಭಜನೆ ಕಾರ್ಯಕ್ರಮ ಜರುಗಿತು.: [360, 479, 422, 500]
- photo-figure: [404, 669, 417, 705]
- ed-body-1: ಬೆಂಗಳೂರು: ಮುಡಾ ಹಗರಣಕ್ಕೆ ಸಂಬಂಧಿಸಿದಂತೆ ಜಾರಿ ನಿರ್ದೇಶನಾಲಯ ಅಧಿಕಾರಿಗಳ ಶೋಧ ಕಾರ್ಯಾಚರಣೆ ಎರಡನೇ ದಿನವೂ ಮುಂದುವರೆದಿದೆ. ನಗರದ ವಿವಿಧೆಡೆ ಏಕಕಾಲಕ್ಕೆ ದಾಳಿ ನಡೆಸಿದ ಅಧಿಕಾರಿಗಳು ಹಲವು ಮಹತ್ವದ ದಾಖಲೆಗಳನ್ನು ವಶಪಡಿಸಿಕೊಂಡಿದ್ದಾರೆ ಎಂದು ಮೂಲಗಳು ತಿಳಿಸಿವೆ.: [8, 643, 205, 654]
- gadag-columns: [216, 1122, 742, 1267]
- photo-figure: [502, 1157, 516, 1187]
- felicitation-group-photo: [490, 56, 742, 166]
- photo-figure: [205, 146, 229, 208]
- page-body: [8, 56, 745, 1305]
- lead-col-4-text: ಸಮಾರಂಭದಲ್ಲಿ ಮಾತನಾಡಿದ ಅತಿಥಿಗಳು, ಮಹರ್ಷಿ ವಾಲ್ಮೀಕಿ ಅವರ ಚಿಂತನೆಗಳು ಇಂದಿಗೂ ಪ್ರಸ್ತುತ ಎಂದು ಅಭಿಪ್ರಾಯಪಟ್ಟರು. ಸಮಾಜದ ಕಟ್ಟಕಡೆಯ ವ್ಯಕ್ತಿಗೂ ಶಿಕ್ಷಣ ತಲುಪಬೇಕು. ಶಿಕ್ಷಣದಿಂದ ಮಾತ್ರ ಸಮುದಾಯದ ಅಭಿವೃದ್ಧಿ ಸಾಧ್ಯ ಎಂದರು. ಈ ವೇಳೆ ಸಾಧಕರನ್ನು ಸನ್ಮಾನಿಸಿ ಗೌರವಿಸಲಾಯಿತು. ವಿವಿಧ ಇಲಾಖೆಗಳ ಅಧಿಕಾರಿಗಳು ಉಪಸ್ಥಿತರಿದ್ದರು.: [370, 91, 473, 111]
- photo-figure: [181, 148, 203, 208]
- photo-figure: [559, 72, 569, 82]
- gadag-rule: [216, 1118, 742, 1119]
- final-strip: [8, 1274, 742, 1300]
- minister-rule-top: [8, 969, 205, 970]
